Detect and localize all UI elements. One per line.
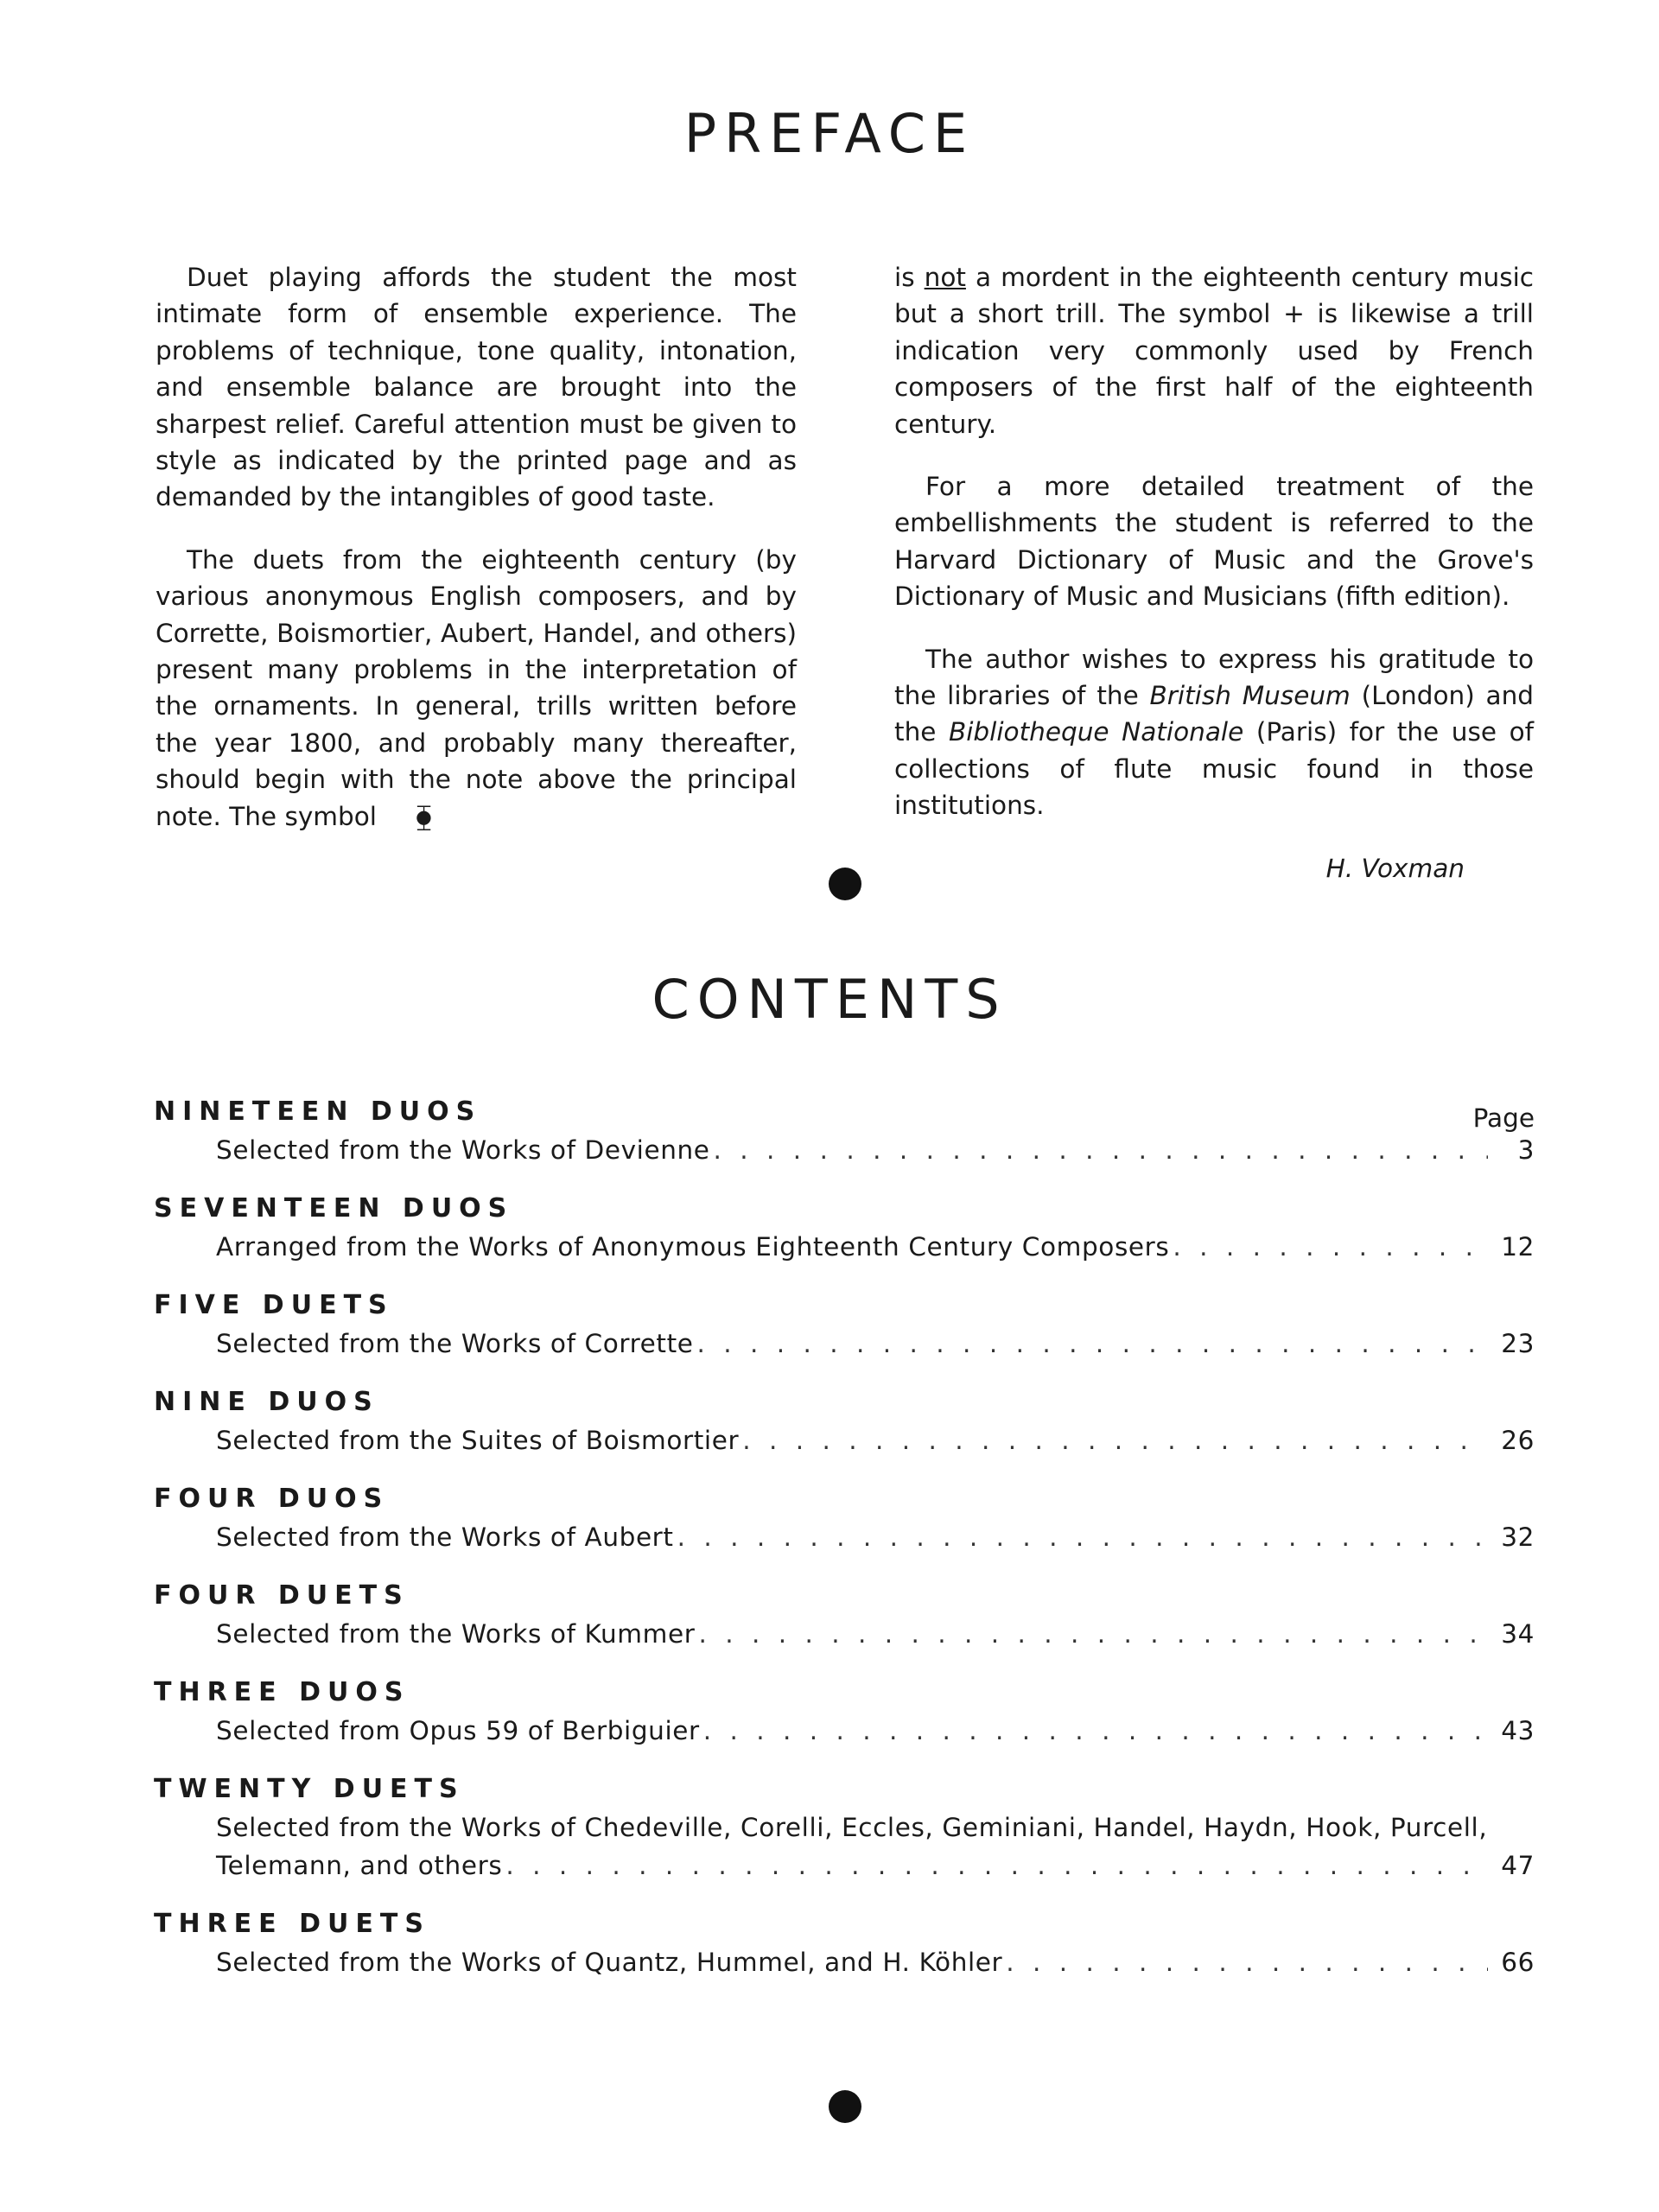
toc-page-number: 43 [1501, 1716, 1535, 1745]
preface-paragraph [156, 542, 797, 836]
toc-entry[interactable] [154, 1674, 1535, 1750]
preface-paragraph: Duet playing affords the student the most intimate form of ensemble experience. The problems of technique, tone quality, intonation, and ensemble balance are brought into the sharpest relief. Careful attention must be given to style as indicated by the printed page and as demanded by the intangibles of good taste. [156, 263, 797, 512]
toc-entry[interactable] [154, 1287, 1535, 1363]
contents-title: CONTENTS [652, 968, 1007, 1031]
preface-title: PREFACE [683, 102, 976, 165]
page-column-label: Page [1472, 1103, 1535, 1133]
toc-entry-description: Selected from the Works of Devienne [216, 1135, 710, 1165]
toc-entry-title: THREE DUETS [154, 1909, 430, 1939]
toc-entry[interactable] [154, 1577, 1535, 1653]
preface-text: (London) and the [894, 681, 1535, 747]
table-of-contents [154, 1093, 1535, 2002]
toc-page-number: 66 [1501, 1948, 1535, 1977]
preface-left-column [156, 259, 797, 861]
bullet-ornament-icon [829, 2090, 861, 2123]
toc-entry-description: Selected from Opus 59 of Berbiguier [216, 1716, 700, 1745]
toc-entry-description: Selected from the Works of Aubert [216, 1522, 674, 1552]
dot-leader [697, 1325, 1488, 1363]
preface-right-column [894, 259, 1534, 912]
preface-text: is [894, 263, 925, 292]
toc-entry-title: SEVENTEEN DUOS [154, 1193, 514, 1224]
preface-text: The author wishes to express his gratitude to the libraries of the [894, 644, 1534, 711]
toc-page-number: 12 [1501, 1232, 1535, 1262]
preface-text: The duets from the eighteenth century (by various anonymous English composers, and by Corrette, Boismortier, Aubert, Handel, and others) present many problems in the interpretation of the ornaments. In general, trills written before the year 1800, and probably many thereafter, should begin with the note above the principal note. The symbol [156, 544, 797, 831]
toc-entry-title: NINETEEN DUOS [154, 1096, 482, 1127]
toc-entry-title: FOUR DUOS [154, 1484, 390, 1514]
toc-page-number: 47 [1501, 1851, 1535, 1880]
toc-entry[interactable] [154, 1770, 1535, 1885]
mordent-symbol-icon: ⧳ [416, 801, 429, 832]
toc-entry-title: FOUR DUETS [154, 1580, 410, 1611]
toc-entry-description: Arranged from the Works of Anonymous Eighteenth Century Composers [216, 1232, 1170, 1262]
italic-text: British Museum [1149, 681, 1351, 711]
dot-leader [742, 1421, 1488, 1459]
preface-text: a mordent in the eighteenth century music but a short trill. The symbol + is likewise a trill indication very commonly used by French composers of the first half of the eighteenth century. [894, 263, 1534, 439]
toc-entry[interactable] [154, 1190, 1535, 1266]
toc-page-number: 23 [1501, 1329, 1535, 1358]
dot-leader [714, 1131, 1488, 1169]
toc-entry-title: THREE DUOS [154, 1677, 410, 1707]
toc-entry[interactable] [154, 1905, 1535, 1981]
toc-page-number: 32 [1501, 1522, 1535, 1552]
toc-entry-title: FIVE DUETS [154, 1290, 394, 1320]
toc-entry-description: Selected from the Works of Quantz, Hummel, and H. Köhler [216, 1948, 1003, 1977]
toc-entry-description: Telemann, and others [216, 1851, 503, 1880]
toc-entry[interactable] [154, 1383, 1535, 1459]
bullet-ornament-icon [829, 868, 861, 900]
toc-entry-description: Selected from the Works of Chedeville, Corelli, Eccles, Geminiani, Handel, Haydn, Hook, Purcell, [216, 1813, 1488, 1842]
underlined-word: not [924, 263, 966, 292]
dot-leader [1173, 1228, 1488, 1266]
toc-entry-description: Selected from the Suites of Boismortier [216, 1426, 740, 1455]
dot-leader [677, 1518, 1488, 1556]
preface-paragraph: For a more detailed treatment of the embellishments the student is referred to the Harvard Dictionary of Music and the Grove's Dictionary of Music and Musicians (fifth edition). [894, 472, 1534, 612]
toc-entry[interactable] [154, 1480, 1535, 1556]
dot-leader [505, 1847, 1488, 1885]
preface-paragraph [894, 641, 1534, 824]
toc-entry-title: NINE DUOS [154, 1387, 379, 1417]
toc-entry[interactable] [154, 1093, 1535, 1169]
dot-leader [1006, 1943, 1488, 1981]
toc-page-number: 3 [1517, 1135, 1535, 1165]
preface-text: (Paris) for the use of collections of flute music found in those institutions. [894, 717, 1535, 821]
preface-paragraph [894, 259, 1534, 442]
toc-entry-title: TWENTY DUETS [154, 1774, 465, 1804]
toc-entry-description: Selected from the Works of Kummer [216, 1619, 696, 1649]
toc-page-number: 34 [1501, 1619, 1535, 1649]
italic-text: Bibliotheque Nationale [949, 717, 1244, 747]
dot-leader [703, 1712, 1488, 1750]
toc-page-number: 26 [1501, 1426, 1535, 1455]
author-signature: H. Voxman [1325, 853, 1465, 883]
dot-leader [698, 1615, 1488, 1653]
toc-entry-description: Selected from the Works of Corrette [216, 1329, 694, 1358]
